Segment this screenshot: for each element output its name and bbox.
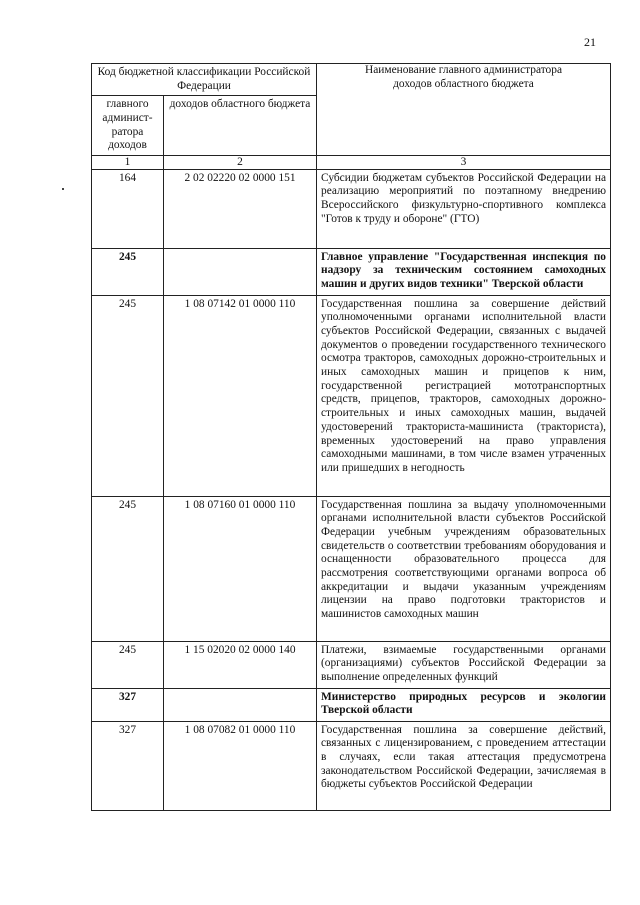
column-index-row	[92, 156, 611, 170]
header-group-row	[92, 64, 611, 96]
revenue-name: Субсидии бюджетам субъектов Российской Федерации на реализацию мероприятий по поэтапному внедрению Всероссийского физкультурно-спортивного комплекса "Готов к труду и обороне" (ГТО)	[317, 169, 611, 248]
admin-code: 245	[92, 496, 164, 641]
admin-code: 245	[92, 641, 164, 688]
revenue-code: 2 02 02220 02 0000 151	[164, 169, 317, 248]
administrator-name: Главное управление "Государственная инспекция по надзору за техническим состоянием самоходных машин и других видов техники" Тверской области	[317, 248, 611, 295]
table-row	[92, 721, 611, 810]
admin-code: 327	[92, 721, 164, 810]
revenue-code: 1 08 07142 01 0000 110	[164, 295, 317, 496]
revenue-code	[164, 688, 317, 721]
table-row-group-header	[92, 248, 611, 295]
budget-classification-table	[91, 63, 611, 811]
scan-speck	[62, 188, 64, 190]
admin-code: 164	[92, 169, 164, 248]
page-number: 21	[584, 35, 596, 49]
table-row	[92, 496, 611, 641]
table-row	[92, 641, 611, 688]
header-revenue: доходов областного бюджета	[164, 96, 317, 156]
revenue-code: 1 08 07160 01 0000 110	[164, 496, 317, 641]
admin-code: 245	[92, 248, 164, 295]
revenue-name: Государственная пошлина за выдачу уполномоченными органами исполнительной власти субъектов Российской Федерации учебным учреждениям образовательных свидетельств о соответствии требованиям оборудования и оснащенности образовательного процесса для рассмотрения соответствующими органами вопроса об аккредитации и выдачи указанным учреждениям лицензии на право подготовки трактористов и машинистов самоходных машин	[317, 496, 611, 641]
index-2: 2	[164, 156, 317, 170]
administrator-name: Министерство природных ресурсов и экологии Тверской области	[317, 688, 611, 721]
index-1: 1	[92, 156, 164, 170]
table-row	[92, 169, 611, 248]
index-3: 3	[317, 156, 611, 170]
table-row	[92, 295, 611, 496]
revenue-code: 1 08 07082 01 0000 110	[164, 721, 317, 810]
header-admin: главного админист-ратора доходов	[92, 96, 164, 156]
table-row-group-header	[92, 688, 611, 721]
revenue-name: Платежи, взимаемые государственными органами (организациями) субъектов Российской Федерации за выполнение определенных функций	[317, 641, 611, 688]
admin-code: 245	[92, 295, 164, 496]
revenue-code: 1 15 02020 02 0000 140	[164, 641, 317, 688]
header-name: Наименование главного администратора доходов областного бюджета	[317, 64, 611, 156]
revenue-name: Государственная пошлина за совершение действий уполномоченными органами исполнительной власти субъектов Российской Федерации, связанных с выдачей документов о проведении государственного технического осмотра тракторов, самоходных дорожно-строительных и иных самоходных машин и прицепов к ним, государственной регистрацией мототранспортных средств, прицепов, тракторов, самоходных дорожно-строительных и иных самоходных машин, выдачей удостоверений тракториста-машиниста (тракториста), временных удостоверений на право управления самоходными машинами, в том числе взамен утраченных или пришедших в негодность	[317, 295, 611, 496]
admin-code: 327	[92, 688, 164, 721]
header-budget-code: Код бюджетной классификации Российской Федерации	[92, 64, 317, 96]
revenue-code	[164, 248, 317, 295]
revenue-name: Государственная пошлина за совершение действий, связанных с лицензированием, с проведением аттестации в случаях, если такая аттестация предусмотрена законодательством Российской Федерации, зачисляемая в бюджеты субъектов Российской Федерации	[317, 721, 611, 810]
